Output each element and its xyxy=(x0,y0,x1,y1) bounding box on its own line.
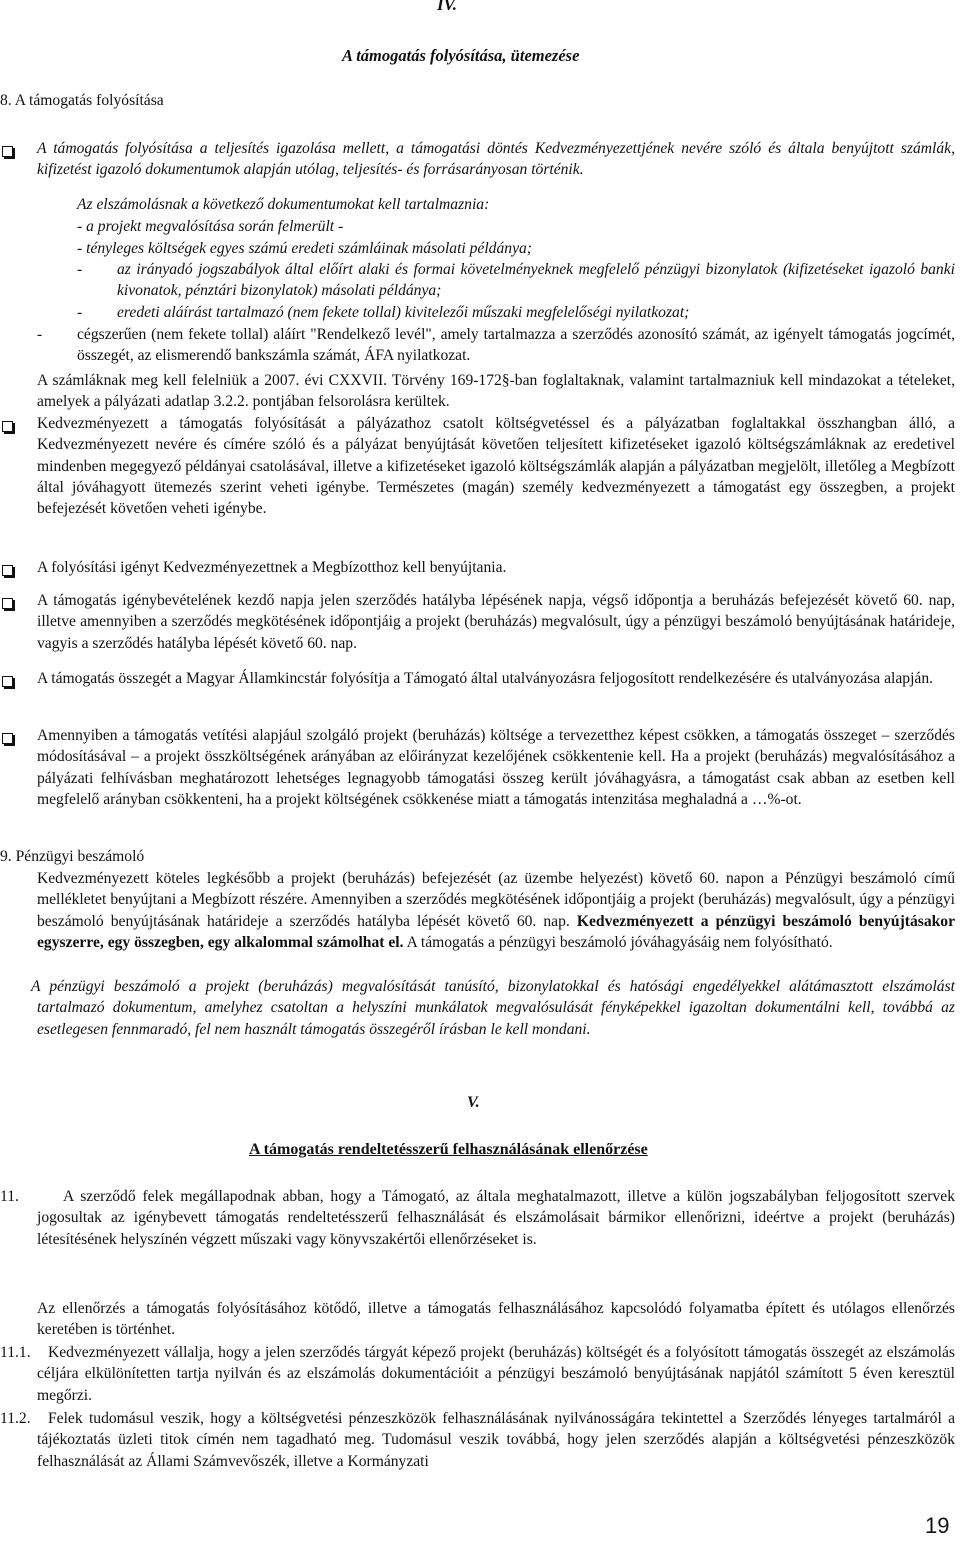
section-11-2-number: 11.2. xyxy=(0,1410,31,1427)
checkbox-bullet-icon xyxy=(2,676,13,687)
dash-marker: - xyxy=(37,326,43,343)
dash-marker: - xyxy=(77,261,83,278)
checkbox-bullet-icon xyxy=(2,421,13,432)
chapter-roman-v: V. xyxy=(467,1094,480,1111)
section-8-heading: 8. A támogatás folyósítása xyxy=(0,92,164,109)
docs-intro: Az elszámolásnak a következő dokumentumokat kell tartalmaznia: xyxy=(77,196,490,213)
section-11-1-number: 11.1. xyxy=(0,1344,31,1361)
section-11-1-paragraph: Kedvezményezett vállalja, hogy a jelen szerződés tárgyát képező projekt (beruházás) költségét és a folyósított támogatás összegét az elszámolás céljára elkülönítetten tartja nyilván és az elszámolás dokumentációit a pénzügyi beszámoló benyújtásának napjától számított 5 éven keresztül megőrzi. xyxy=(37,1344,955,1404)
checkbox-bullet-icon xyxy=(2,565,13,576)
section-11-paragraph: A szerződő felek megállapodnak abban, hogy a Támogató, az általa meghatalmazott, illetve a külön jogszabályban feljogosított szervek jogosultak az igénybevett támogatás rendeltetésszerű felhasználását és elszámolásait bármikor ellenőrizni, ideértve a projekt (beruházás) létesítésének helyszínén végzett műszaki vagy könyvszakértői ellenőrzéseket is. xyxy=(37,1188,955,1248)
section-11-number: 11. xyxy=(0,1188,19,1205)
chapter-v-title: A támogatás rendeltetésszerű felhasználásának ellenőrzése xyxy=(249,1141,648,1158)
sec8-bullet-5: A támogatás összegét a Magyar Államkincstár folyósítja a Támogató által utalványozásra feljogosított rendelkezésére és utalványozása alapján. xyxy=(37,670,934,687)
page-number: 19 xyxy=(925,1513,950,1538)
chapter-roman-iv: IV. xyxy=(437,0,458,14)
section-11-2-paragraph: Felek tudomásul veszik, hogy a költségvetési pénzeszközök felhasználásának nyilvánosságára tekintettel a Szerződés lényeges tartalmáról a tájékoztatás üzleti titok címén nem tagadható meg. Tudomásul veszik továbbá, hogy jelen szerződés alapján a költségvetési pénzeszközök felhasználását az Állami Számvevőszék, illetve a Kormányzati xyxy=(37,1410,955,1470)
sec8-bullet-4: A támogatás igénybevételének kezdő napja jelen szerződés hatályba lépésének napja, végső időpontja a beruházás befejezését követő 60. nap, illetve amennyiben a szerződés megkötésének időpontjáig a projekt (beruházás) megvalósult, úgy a pénzügyi beszámoló benyújtásának határideje, vagyis a szerződés hatályba lépését követő 60. nap. xyxy=(37,592,955,652)
checkbox-bullet-icon xyxy=(2,146,13,157)
dash-marker: - xyxy=(77,304,83,321)
doc-item-3: az irányadó jogszabályok által előírt alaki és formai követelményeknek megfelelő pénzügyi bizonylatok (kifizetéseket igazoló banki kivonatok, pénztári bizonylatok) másolati példánya; xyxy=(117,261,955,300)
chapter-title: A támogatás folyósítása, ütemezése xyxy=(342,46,580,65)
doc-item-2: - tényleges költségek egyes számú eredeti számláinak másolati példánya; xyxy=(77,240,532,257)
law-paragraph: A számláknak meg kell felelniük a 2007. évi CXXVII. Törvény 169-172§-ban foglaltaknak, valamint tartalmazniuk kell mindazokat a tételeket, amelyek a pályázati adatlap 3.2.2. pontjában felsorolásra kerültek. xyxy=(37,372,955,411)
sec8-bullet-6: Amennyiben a támogatás vetítési alapjául szolgáló projekt (beruházás) költsége a tervezetthez képest csökken, a támogatás összeget – szerződés módosításával – a projekt összköltségének arányában az előirányzat kezelőjének csökkentenie kell. Ha a projekt (beruházás) megvalósításához a pályázati felhívásban meghatározott lehetséges legnagyobb támogatási összeg került jóváhagyásra, a támogatást csak abban az esetben kell megfelelő arányban csökkenteni, ha a projekt költségének csökkenése miatt a támogatás intenzitása meghaladná a …%-ot. xyxy=(37,727,955,808)
doc-item-4: eredeti aláírást tartalmazó (nem fekete tollal) kivitelezői műszaki megfelelőségi nyilatkozat; xyxy=(117,304,690,321)
sec8-bullet-1: A támogatás folyósítása a teljesítés igazolása mellett, a támogatási döntés Kedvezményezettjének nevére szóló és általa benyújtott számlák, kifizetést igazoló dokumentumok alapján utólag, teljesítés- és forrásarányosan történik. xyxy=(37,140,955,179)
sec8-bullet-3: A folyósítási igényt Kedvezményezettnek a Megbízotthoz kell benyújtania. xyxy=(37,559,507,576)
sec9-p1-bold: Kedvezményezett a pénzügyi beszámoló benyújtásakor egyszerre, egy összegben, egy alkalommal számolhat el. xyxy=(37,912,956,951)
checkbox-bullet-icon xyxy=(2,733,13,744)
sec9-paragraph-2: A pénzügyi beszámoló a projekt (beruházás) megvalósítását tanúsító, bizonylatokkal és hatósági engedélyekkel alátámasztott elszámolást tartalmazó dokumentum, amelyhez csatoltan a helyszíni munkálatok megvalósulását fényképekkel igazoltan dokumentálni kell, továbbá az esetlegesen fennmaradó, fel nem használt támogatás összegéről írásban le kell mondani. xyxy=(31,978,955,1038)
sec9-paragraph-1 xyxy=(37,868,955,953)
doc-item-1: - a projekt megvalósítása során felmerült - xyxy=(77,218,344,235)
section-11-control-paragraph: Az ellenőrzés a támogatás folyósításához kötődő, illetve a támogatás felhasználásához kapcsolódó folyamatba épített és utólagos ellenőrzés keretében is történhet. xyxy=(37,1300,955,1339)
checkbox-bullet-icon xyxy=(2,598,13,609)
doc-item-5: cégszerűen (nem fekete tollal) aláírt "Rendelkező levél", amely tartalmazza a szerződés azonosító számát, az igényelt támogatás jogcímét, összegét, az elismerendő bankszámla számát, ÁFA nyilatkozat. xyxy=(77,326,955,365)
sec8-bullet-2: Kedvezményezett a támogatás folyósítását a pályázathoz csatolt költségvetéssel és a pályázatban foglaltakkal összhangban álló, a Kedvezményezett nevére és címére szóló és a pályázat benyújtását követően teljesített kifizetéseket igazoló költségszámláknak az eredetivel mindenben megegyező példányai csatolásával, illetve a kifizetéseket igazoló költségszámlák alapján a pályázatban megjelölt, illetőleg a Megbízott által jóváhagyott ütemezés szerint veheti igénybe. Természetes (magán) személy kedvezményezett a támogatást egy összegben, a projekt befejezését követően veheti igénybe. xyxy=(37,415,955,518)
sec9-p1-text: Kedvezményezett köteles legkésőbb a projekt (beruházás) befejezését (az üzembe helyezést) követő 60. napon a Pénzügyi beszámoló című mellékletet benyújtani a Megbízott részére. Amennyiben a szerződés megkötésének időpontjáig a projekt (beruházás) megvalósult, úgy a pénzügyi beszámoló benyújtásának határideje a szerződés hatályba lépését követő 60. nap. xyxy=(37,870,955,930)
section-9-heading: 9. Pénzügyi beszámoló xyxy=(0,848,145,865)
sec9-p1-tail: A támogatás a pénzügyi beszámoló jóváhagyásáig nem folyósítható. xyxy=(406,933,833,951)
